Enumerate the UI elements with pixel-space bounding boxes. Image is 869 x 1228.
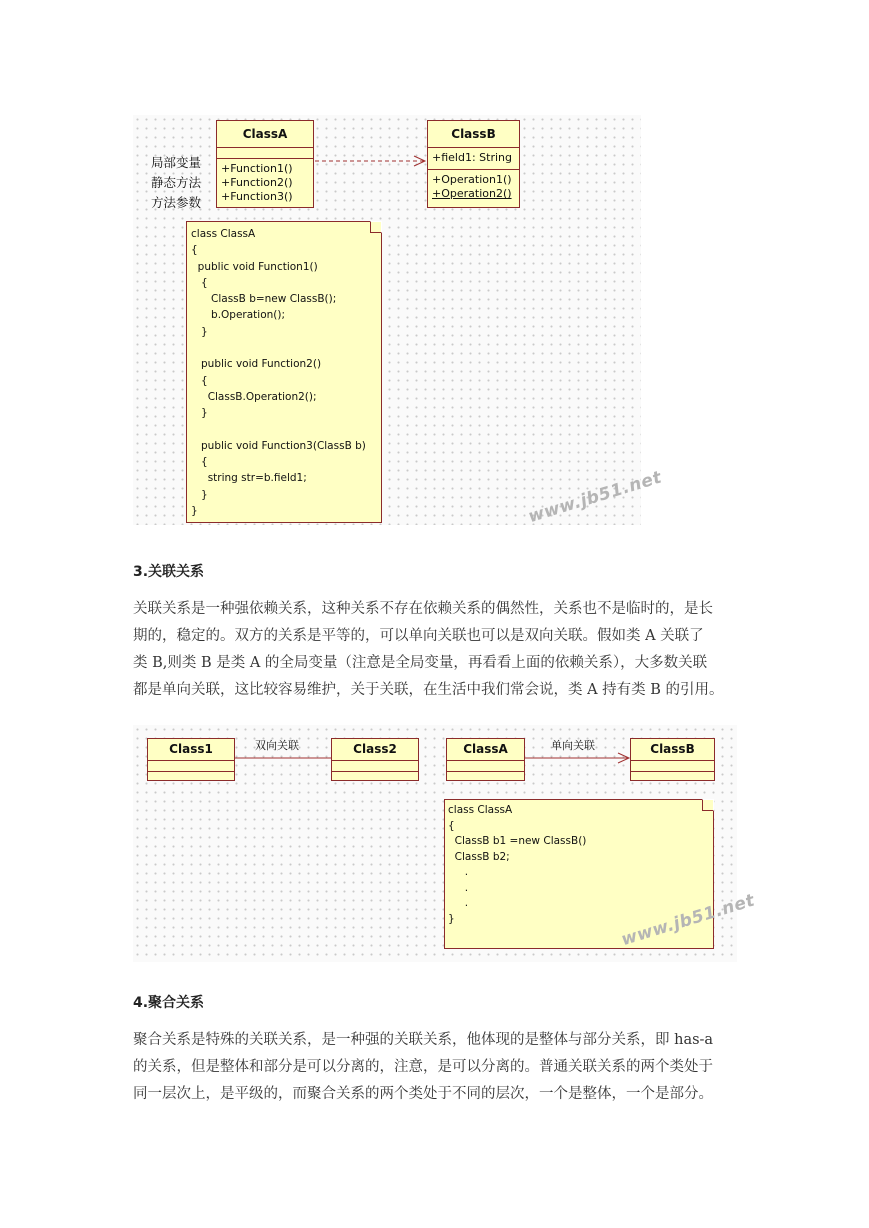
code-line: b.Operation(); xyxy=(191,309,286,322)
methods-compartment xyxy=(428,170,519,201)
dependency-kinds-labels xyxy=(151,153,201,213)
code-line: { xyxy=(191,456,208,469)
uml-class-class2 xyxy=(331,738,419,781)
section-paragraph-aggregation xyxy=(133,1027,737,1108)
class-name: Class2 xyxy=(332,739,418,761)
code-line: ClassB b=new ClassB(); xyxy=(191,293,337,306)
attributes-compartment xyxy=(217,148,313,159)
code-line: . xyxy=(448,881,469,894)
unidirectional-label: 单向关联 xyxy=(551,739,595,752)
paragraph-line: 期的，稳定的。双方的关系是平等的，可以单向关联也可以是双向关联。假如类 A 关联了 xyxy=(133,628,704,644)
class-name: ClassB xyxy=(631,739,714,761)
class-name: Class1 xyxy=(148,739,234,761)
code-line: public void Function2() xyxy=(191,358,322,371)
association-diagram xyxy=(133,725,758,962)
uml-class-classA-assoc xyxy=(446,738,525,781)
uml-class-classA xyxy=(216,120,314,208)
code-block xyxy=(191,226,366,519)
code-block xyxy=(448,803,586,927)
uml-class-class1 xyxy=(147,738,235,781)
method-operation1: +Operation1() xyxy=(432,173,512,186)
bidirectional-label: 双向关联 xyxy=(255,739,299,752)
code-line: { xyxy=(191,276,208,289)
code-line: } xyxy=(191,488,208,501)
paragraph-line: 的关系，但是整体和部分是可以分离的，注意，是可以分离的。普通关联关系的两个类处于 xyxy=(133,1059,713,1075)
attributes-compartment xyxy=(428,148,519,170)
code-line: { xyxy=(448,819,455,832)
paragraph-line: 都是单向关联，这比较容易维护，关于关联，在生活中我们常会说，类 A 持有类 B 的引用。 xyxy=(133,682,724,698)
paragraph-line: 类 B,则类 B 是类 A 的全局变量（注意是全局变量，再看看上面的依赖关系），大多数关联 xyxy=(133,655,708,671)
class-name: ClassA xyxy=(217,121,313,148)
method-operation2-static: +Operation2() xyxy=(432,187,512,200)
method-function2: +Function2() xyxy=(221,176,293,189)
method-function3: +Function3() xyxy=(221,190,293,203)
section-paragraph-association xyxy=(133,596,737,704)
side-label-local-variable: 局部变量 xyxy=(151,155,202,170)
dependency-diagram xyxy=(133,115,665,528)
side-label-method-parameter: 方法参数 xyxy=(151,195,202,210)
code-line: } xyxy=(191,505,198,518)
code-line: } xyxy=(191,325,208,338)
bidirectional-association-line xyxy=(235,753,331,763)
code-line: public void Function3(ClassB b) xyxy=(191,439,366,452)
code-line: . xyxy=(448,897,469,909)
code-line: . xyxy=(448,866,469,878)
method-function1: +Function1() xyxy=(221,162,293,175)
code-line xyxy=(191,340,366,356)
code-line: public void Function1() xyxy=(191,260,318,273)
class-name: ClassA xyxy=(447,739,524,761)
note-fold xyxy=(702,800,713,811)
dependency-arrow xyxy=(314,153,428,169)
unidirectional-association-arrow xyxy=(525,752,631,764)
side-label-static-method: 静态方法 xyxy=(151,175,202,190)
code-line: ClassB.Operation2(); xyxy=(191,390,317,403)
paragraph-line: 聚合关系是特殊的关联关系，是一种强的关联关系，他体现的是整体与部分关系，即 has-a xyxy=(133,1032,714,1048)
uml-class-classB-assoc xyxy=(630,738,715,781)
section-heading-aggregation: 4.聚合关系 xyxy=(133,995,205,1011)
code-line: string str=b.field1; xyxy=(191,472,307,485)
code-line: class ClassA xyxy=(448,804,513,816)
code-line: } xyxy=(448,912,455,925)
code-line xyxy=(191,422,366,438)
uml-class-classB xyxy=(427,120,520,208)
code-line: ClassB b2; xyxy=(448,850,510,863)
code-line: ClassB b1 =new ClassB() xyxy=(448,835,587,847)
watermark: www.jb51.net xyxy=(526,467,665,528)
code-line: class ClassA xyxy=(191,228,256,240)
watermark: www.jb51.net xyxy=(619,890,758,951)
class-name: ClassB xyxy=(428,121,519,148)
paragraph-line: 同一层次上，是平级的，而聚合关系的两个类处于不同的层次，一个是整体，一个是部分。 xyxy=(133,1086,713,1102)
section-heading-association: 3.关联关系 xyxy=(133,564,205,580)
code-line: } xyxy=(191,407,208,420)
methods-compartment xyxy=(217,159,313,204)
note-fold xyxy=(370,222,381,233)
code-note-classA xyxy=(186,221,382,523)
attribute-field1: +field1: String xyxy=(432,151,512,164)
code-line: { xyxy=(191,374,208,387)
paragraph-line: 关联关系是一种强依赖关系，这种关系不存在依赖关系的偶然性，关系也不是临时的，是长 xyxy=(133,601,713,617)
code-line: { xyxy=(191,244,198,257)
